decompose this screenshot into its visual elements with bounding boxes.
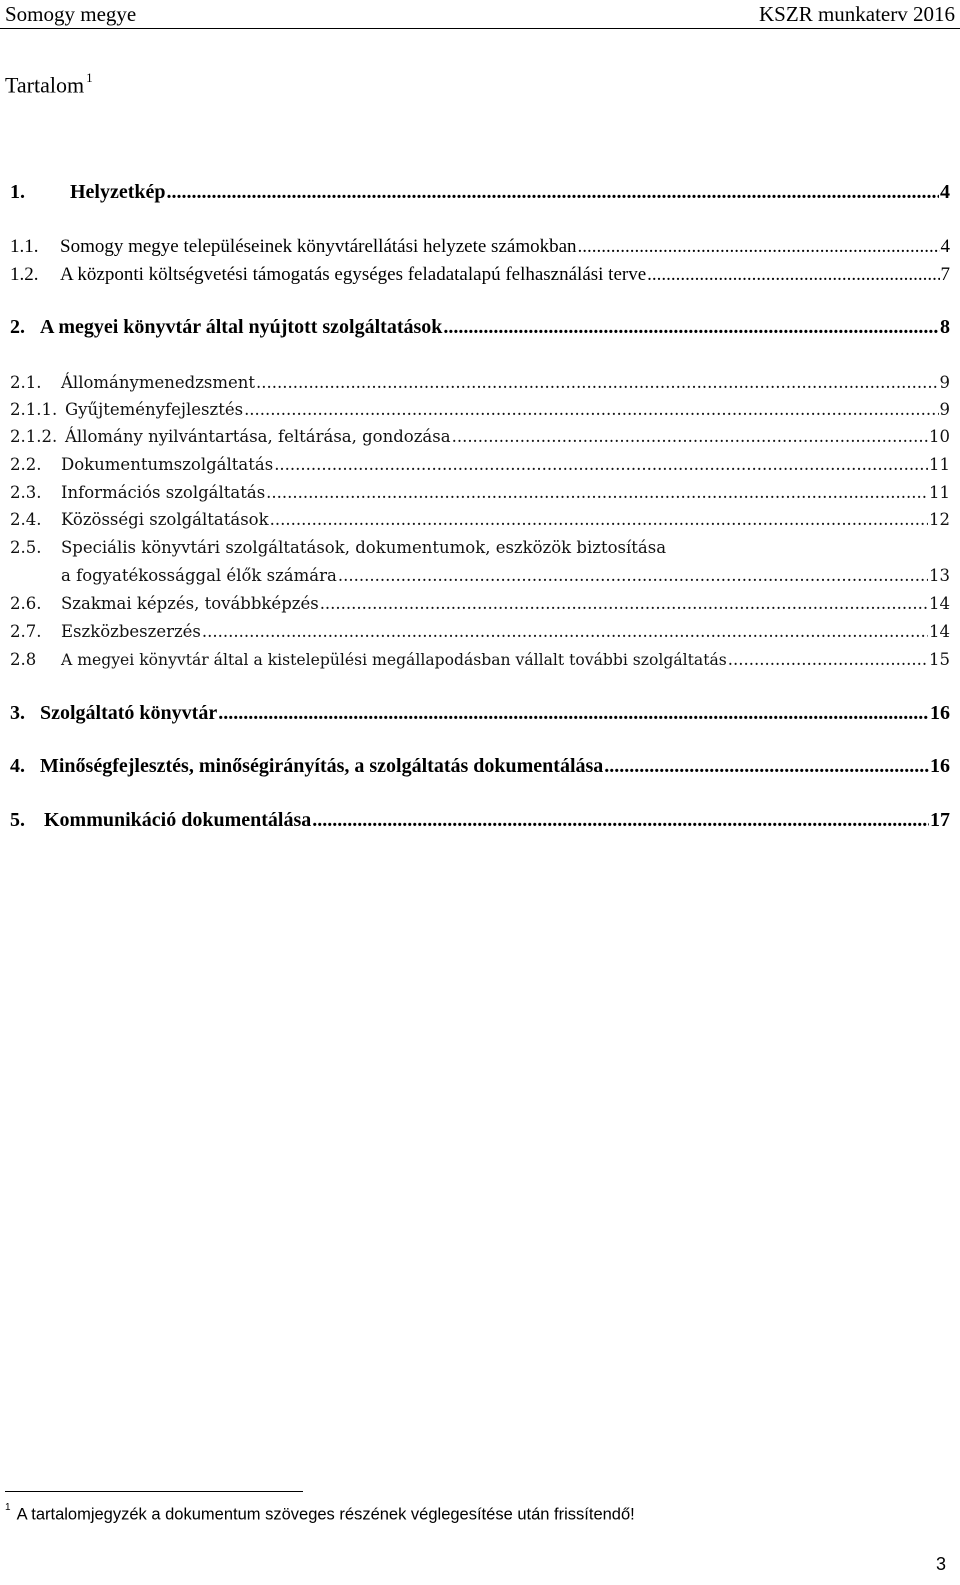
toc-entry-page: 16	[930, 702, 950, 724]
toc-entry-text: Helyzetkép	[70, 181, 166, 203]
toc-leader-dots	[266, 483, 928, 502]
toc-leader-dots	[452, 427, 928, 446]
toc-leader-dots	[167, 181, 939, 204]
toc-entry-2-5[interactable]	[10, 538, 950, 557]
toc-entry-text: Információs szolgáltatás	[61, 483, 266, 502]
toc-entry-text: Szakmai képzés, továbbképzés	[61, 594, 319, 613]
toc-entry-page: 14	[929, 594, 950, 613]
toc-leader-dots	[202, 622, 928, 641]
page-header	[0, 0, 960, 29]
toc-leader-dots	[320, 594, 928, 613]
toc-entry-2-7[interactable]	[10, 622, 950, 641]
toc-entry-number: 1.1.	[10, 236, 39, 257]
toc-entry-4[interactable]	[10, 755, 950, 778]
toc-entry-number: 2.7.	[10, 622, 42, 641]
toc-entry-page: 17	[930, 809, 950, 831]
toc-entry-1-1[interactable]	[10, 236, 950, 258]
toc-entry-number: 2.4.	[10, 510, 42, 529]
footnote-reference: 1	[86, 70, 93, 85]
toc-entry-1[interactable]	[10, 181, 950, 204]
toc-entry-text: Gyűjteményfejlesztés	[65, 400, 244, 419]
toc-entry-2-8[interactable]	[10, 650, 950, 669]
toc-entry-2-5-continuation[interactable]	[61, 566, 950, 585]
toc-entry-text: A megyei könyvtár által nyújtott szolgáltatások	[40, 316, 443, 338]
toc-entry-number: 3.	[10, 702, 25, 724]
toc-leader-dots	[338, 566, 928, 585]
toc-entry-page: 10	[929, 427, 950, 446]
toc-leader-dots	[578, 236, 940, 258]
toc-entry-2-1-1[interactable]	[10, 400, 950, 419]
toc-entry-page: 14	[929, 622, 950, 641]
toc-entry-2-6[interactable]	[10, 594, 950, 613]
toc-entry-text: Somogy megye településeinek könyvtárellátási helyzete számokban	[60, 236, 577, 257]
toc-entry-2-1-2[interactable]	[10, 427, 950, 446]
toc-entry-text: Minőségfejlesztés, minőségirányítás, a szolgáltatás dokumentálása	[40, 755, 604, 777]
toc-title-text: Tartalom	[5, 72, 85, 98]
toc-leader-dots	[443, 316, 939, 339]
toc-entry-page: 16	[930, 755, 950, 777]
toc-entry-page: 12	[929, 510, 950, 529]
toc-entry-text: Dokumentumszolgáltatás	[61, 455, 274, 474]
toc-entry-page: 8	[940, 316, 950, 338]
toc-entry-text: Kommunikáció dokumentálása	[44, 809, 312, 831]
toc-entry-number: 2.6.	[10, 594, 42, 613]
toc-entry-2-4[interactable]	[10, 510, 950, 529]
toc-leader-dots	[647, 264, 939, 286]
toc-entry-number: 4.	[10, 755, 25, 777]
toc-leader-dots	[728, 650, 928, 669]
toc-leader-dots	[604, 755, 929, 778]
toc-entry-page: 4	[940, 181, 950, 203]
toc-entry-number: 1.	[10, 181, 25, 203]
toc-entry-number: 2.5.	[10, 538, 42, 557]
toc-entry-page: 7	[940, 264, 950, 285]
toc-entry-text: Állomány nyilvántartása, feltárása, gondozása	[65, 427, 451, 446]
toc-entry-2-2[interactable]	[10, 455, 950, 474]
toc-entry-page: 15	[929, 650, 950, 669]
footnote	[5, 1502, 635, 1525]
toc-entry-2-3[interactable]	[10, 483, 950, 502]
header-left: Somogy megye	[5, 2, 137, 26]
toc-entry-text: A megyei könyvtár által a kistelepülési megállapodásban vállalt további szolgáltatás	[61, 651, 727, 669]
toc-entry-3[interactable]	[10, 702, 950, 725]
toc-entry-number: 2.8	[10, 650, 37, 669]
toc-entry-page: 13	[929, 566, 950, 585]
toc-entry-number: 2.1.	[10, 373, 42, 392]
toc-leader-dots	[244, 400, 938, 419]
toc-entry-2-1[interactable]	[10, 373, 950, 392]
toc-entry-page: 11	[929, 483, 950, 502]
toc-entry-page: 4	[940, 236, 950, 257]
toc-leader-dots	[256, 373, 938, 392]
toc-entry-text-continuation: a fogyatékossággal élők számára	[61, 566, 337, 585]
toc-entry-text: A központi költségvetési támogatás egységes feladatalapú felhasználási terve	[60, 264, 647, 285]
toc-leader-dots	[312, 809, 929, 832]
toc-entry-text: Állománymenedzsment	[61, 373, 256, 392]
toc-entry-1-2[interactable]	[10, 264, 950, 286]
toc-entry-number: 2.1.1.	[10, 400, 58, 419]
toc-entry-text: Eszközbeszerzés	[61, 622, 201, 641]
toc-entry-page: 9	[939, 373, 950, 392]
toc-entry-page: 11	[929, 455, 950, 474]
toc-entry-text: Szolgáltató könyvtár	[40, 702, 218, 724]
footnote-separator	[5, 1491, 303, 1492]
toc-entry-text: Közösségi szolgáltatások	[61, 510, 269, 529]
toc-leader-dots	[270, 510, 928, 529]
footnote-text: A tartalomjegyzék a dokumentum szöveges részének véglegesítése után frissítendő!	[16, 1505, 635, 1524]
toc-entry-2[interactable]	[10, 316, 950, 339]
toc-entry-text: Speciális könyvtári szolgáltatások, dokumentumok, eszközök biztosítása	[61, 538, 667, 557]
toc-leader-dots	[218, 702, 929, 725]
footnote-marker: 1	[5, 1502, 11, 1513]
toc-entry-number: 5.	[10, 809, 25, 831]
toc-entry-number: 2.	[10, 316, 25, 338]
toc-entry-number: 2.1.2.	[10, 427, 58, 446]
toc-entry-number: 2.3.	[10, 483, 42, 502]
toc-entry-5[interactable]	[10, 809, 950, 832]
toc-entry-number: 2.2.	[10, 455, 42, 474]
toc-entry-number: 1.2.	[10, 264, 39, 285]
page-number: 3	[935, 1554, 946, 1574]
header-right: KSZR munkaterv 2016	[759, 2, 955, 26]
toc-entry-page: 9	[939, 400, 950, 419]
toc-leader-dots	[274, 455, 928, 474]
toc-title	[5, 72, 93, 98]
